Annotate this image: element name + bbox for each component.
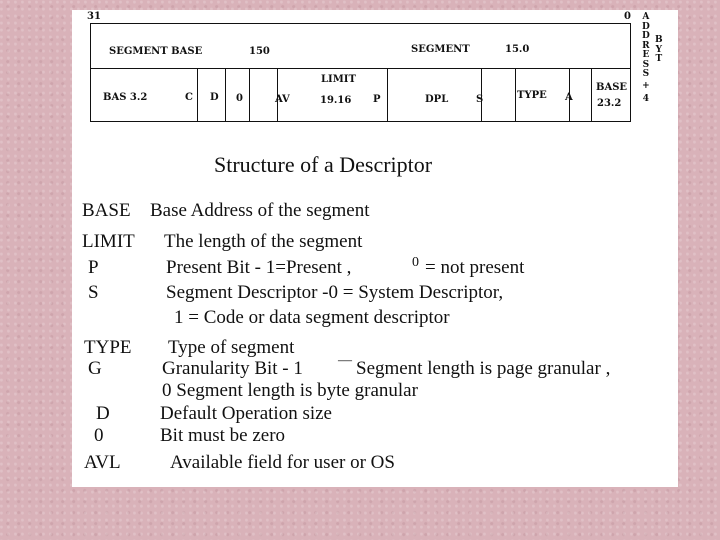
term-avl: AVL <box>84 452 121 473</box>
cell-divider <box>591 68 592 121</box>
zero-cell: 0 <box>236 93 243 104</box>
limit-label: LIMIT <box>321 74 356 85</box>
segment-base-bits: 150 <box>249 46 270 57</box>
base-high-label: BASE <box>596 82 628 93</box>
type-cell: TYPE <box>517 90 547 101</box>
term-type: TYPE <box>84 337 132 358</box>
a-cell: A <box>565 92 573 103</box>
cell-divider <box>387 68 388 121</box>
s-cell: S <box>476 94 484 105</box>
d-cell: D <box>210 92 219 103</box>
c-cell: C <box>185 92 193 103</box>
segment-base-label: SEGMENT BASE <box>109 46 203 57</box>
base-high-bits: 23.2 <box>597 98 622 109</box>
term-d: D <box>96 403 110 424</box>
cell-divider <box>515 68 516 121</box>
desc-g-page: Segment length is page granular , <box>356 358 611 379</box>
av-cell: AV <box>275 94 290 105</box>
bas-cell: BAS 3.2 <box>103 92 148 103</box>
byte-label: B Y T <box>655 35 663 64</box>
address-plus-4-label: A D D R E S S + 4 <box>642 12 650 104</box>
term-s: S <box>88 282 99 303</box>
bit-31-label: 31 <box>87 11 101 22</box>
term-p: P <box>88 257 99 278</box>
desc-s-cont: 1 = Code or data segment descriptor <box>174 307 450 328</box>
descriptor-table <box>90 23 631 122</box>
p-cell: P <box>373 94 381 105</box>
g-dash: — <box>338 353 352 368</box>
term-base: BASE <box>82 200 131 221</box>
desc-d: Default Operation size <box>160 403 332 424</box>
desc-base: Base Address of the segment <box>150 200 370 221</box>
cell-divider <box>197 68 198 121</box>
term-g: G <box>88 358 102 379</box>
slide-content <box>72 10 678 487</box>
desc-g-byte: 0 Segment length is byte granular <box>162 380 418 401</box>
cell-divider <box>249 68 250 121</box>
desc-p-not-present: = not present <box>425 257 525 278</box>
term-limit: LIMIT <box>82 231 135 252</box>
segment-label: SEGMENT <box>411 44 470 55</box>
dpl-cell: DPL <box>425 94 449 105</box>
desc-p: Present Bit - 1=Present , <box>166 257 352 278</box>
row-divider <box>91 68 630 69</box>
desc-avl: Available field for user or OS <box>170 452 395 473</box>
page-title: Structure of a Descriptor <box>214 152 433 177</box>
desc-s: Segment Descriptor -0 = System Descriptor, <box>166 282 504 303</box>
desc-g: Granularity Bit - 1 <box>162 358 303 379</box>
bit-0-label: 0 <box>624 11 631 22</box>
limit-bits: 19.16 <box>320 95 352 106</box>
desc-zero: Bit must be zero <box>160 425 286 446</box>
segment-bits: 15.0 <box>505 44 530 55</box>
desc-type: Type of segment <box>168 337 295 358</box>
p-zero: 0 <box>412 255 419 270</box>
cell-divider <box>225 68 226 121</box>
term-zero: 0 <box>94 425 104 446</box>
desc-limit: The length of the segment <box>164 231 363 252</box>
